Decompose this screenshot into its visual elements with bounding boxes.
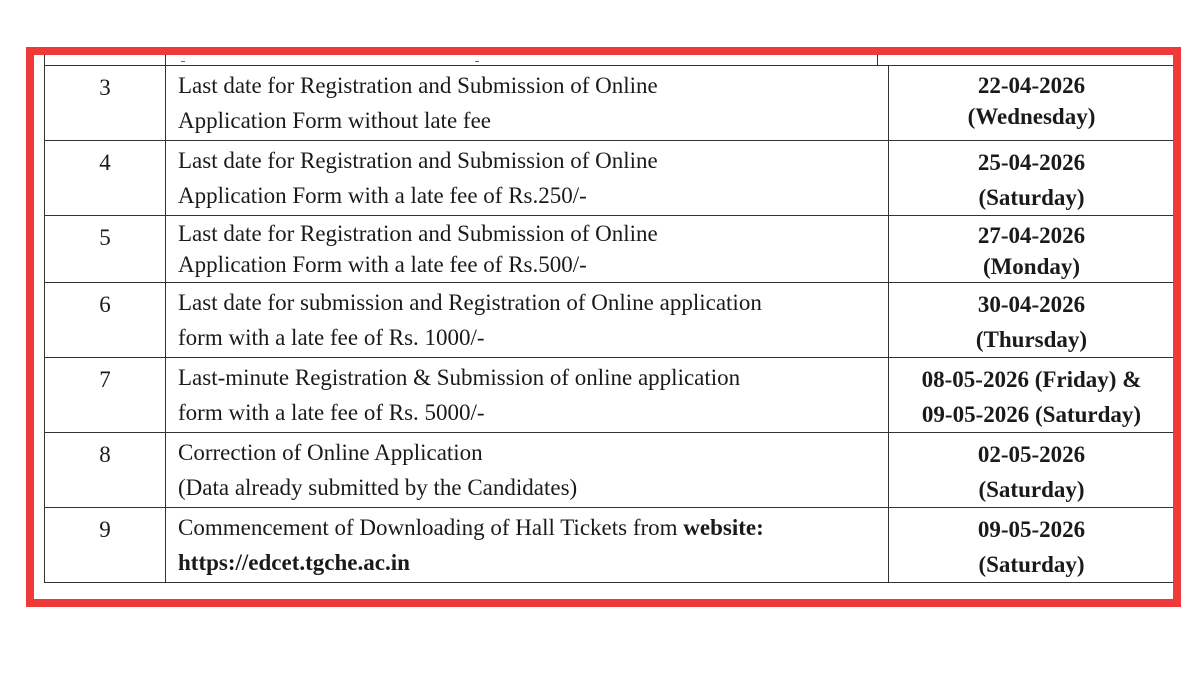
event-description: Correction of Online Application (Data already submitted by the Candidates)	[166, 433, 889, 508]
website-label: website:	[683, 515, 764, 540]
event-description: Last date for Registration and Submission of Online Application Form with a late fee of Rs.250/-	[166, 141, 889, 216]
event-description: Last date for Registration and Submission of Online Application Form without late fee	[166, 66, 889, 141]
event-date: 08-05-2026 (Friday) & 09-05-2026 (Saturday)	[889, 358, 1175, 433]
event-description: Last date for submission and Registration of Online application form with a late fee of Rs. 1000/-	[166, 283, 889, 358]
schedule-table	[44, 65, 1175, 583]
table-row	[45, 433, 1175, 508]
event-date: 02-05-2026 (Saturday)	[889, 433, 1175, 508]
table-row	[45, 216, 1175, 283]
serial-number: 5	[45, 216, 166, 283]
event-description: Last date for Registration and Submission of Online Application Form with a late fee of Rs.500/-	[166, 216, 889, 283]
event-date: 30-04-2026 (Thursday)	[889, 283, 1175, 358]
serial-number: 7	[45, 358, 166, 433]
event-date: 25-04-2026 (Saturday)	[889, 141, 1175, 216]
table-row	[45, 508, 1175, 583]
website-link[interactable]: https://edcet.tgche.ac.in	[178, 550, 410, 575]
event-description: Commencement of Downloading of Hall Tickets from website: https://edcet.tgche.ac.in	[166, 508, 889, 583]
event-description: Last-minute Registration & Submission of online application form with a late fee of Rs. 5000/-	[166, 358, 889, 433]
serial-number: 9	[45, 508, 166, 583]
event-date: 09-05-2026 (Saturday)	[889, 508, 1175, 583]
table-row	[45, 283, 1175, 358]
serial-number: 4	[45, 141, 166, 216]
serial-number: 6	[45, 283, 166, 358]
event-date: 27-04-2026 (Monday)	[889, 216, 1175, 283]
highlight-frame	[26, 47, 1181, 607]
table-row	[45, 66, 1175, 141]
serial-number: 3	[45, 66, 166, 141]
table-row	[45, 141, 1175, 216]
table-row	[45, 358, 1175, 433]
cut-off-previous-row	[44, 55, 1175, 65]
event-date: 22-04-2026 (Wednesday)	[889, 66, 1175, 141]
serial-number: 8	[45, 433, 166, 508]
